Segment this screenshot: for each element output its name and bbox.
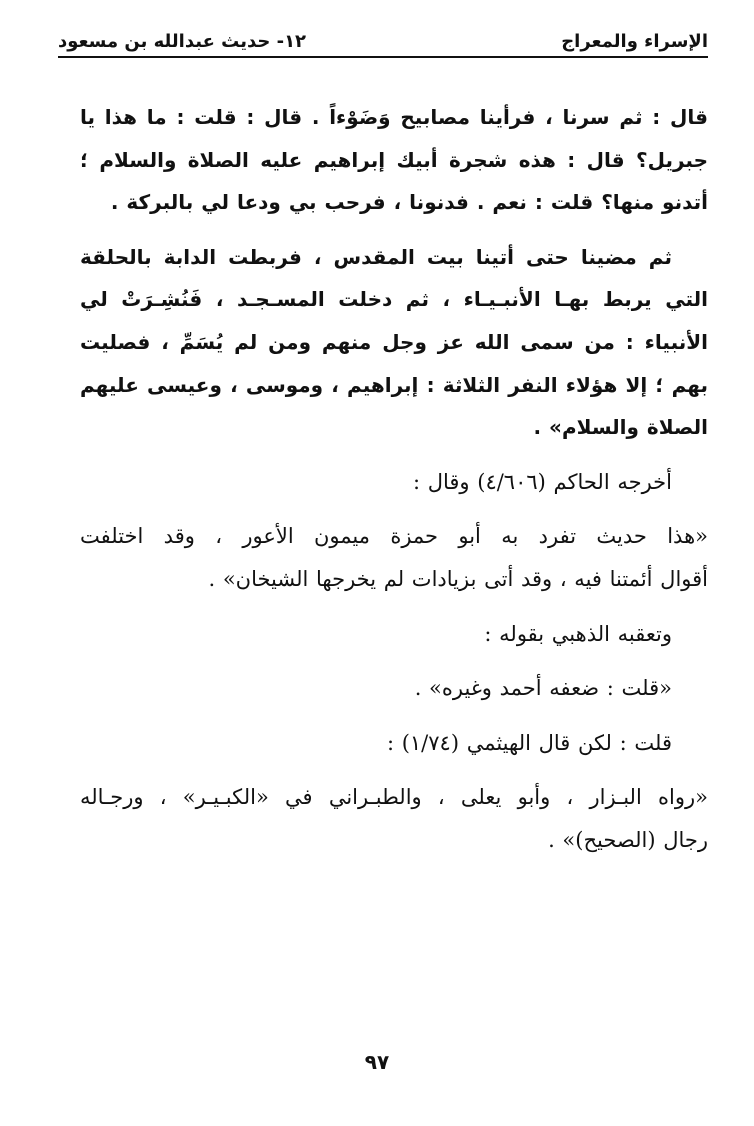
text-line: أقوال أئمتنا فيه ، وقد أتى بزيادات لم يخرجها الشيخان» . [208, 566, 708, 591]
text-line: جبريل؟ قال : هذه شجرة أبيك إبراهيم عليه الصلاة والسلام ؛ [80, 147, 708, 172]
page-number: ٩٧ [364, 1050, 390, 1074]
header-chapter-title: الإسراء والمعراج [561, 31, 708, 52]
running-header [58, 18, 708, 52]
text-line: بهم ؛ إلا هؤلاء النفر الثلاثة : إبراهيم ، وموسى ، وعيسى عليهم [80, 372, 708, 397]
paragraph [80, 776, 708, 861]
page-body [80, 96, 708, 874]
text-line: «هذا حديث تفرد به أبو حمزة ميمون الأعور ، وقد اختلفت [80, 524, 708, 549]
text-line: رجال (الصحيح)» . [548, 827, 708, 852]
header-section-title: ١٢- حديث عبدالله بن مسعود [58, 31, 307, 52]
paragraph [80, 96, 708, 224]
paragraph [80, 236, 708, 449]
text-line: قال : ثم سرنا ، فرأينا مصابيح وَضَوْءاً . قال : قلت : ما هذا يا [80, 105, 708, 129]
text-line: الصلاة والسلام» . [533, 415, 708, 440]
paragraph [80, 613, 708, 656]
paragraph [80, 722, 708, 765]
text-line: أتدنو منها؟ قلت : نعم . فدنونا ، فرحب بي ودعا لي بالبركة . [110, 190, 708, 215]
text-line: «رواه البـزار ، وأبو يعلى ، والطبـراني في «الكبـيـر» ، ورجـاله [80, 785, 708, 810]
header-divider [58, 56, 708, 58]
text-line: ثم مضينا حتى أتينا بيت المقدس ، فربطت الدابة بالحلقة [80, 244, 672, 269]
paragraph [80, 515, 708, 600]
paragraph [80, 667, 708, 710]
paragraph [80, 461, 708, 504]
text-line: أخرجه الحاكم (٤/٦٠٦) وقال : [412, 469, 672, 494]
text-line: وتعقبه الذهبي بقوله : [484, 621, 672, 646]
text-line: «قلت : ضعفه أحمد وغيره» . [414, 676, 672, 701]
text-line: التي يربط بهـا الأنبـيـاء ، ثم دخلت المسـجـد ، فَنُشِـرَتْ لي [80, 287, 708, 312]
text-line: الأنبياء : من سمى الله عز وجل منهم ومن لم يُسَمِّ ، فصليت [80, 329, 708, 354]
text-line: قلت : لكن قال الهيثمي (١/٧٤) : [386, 730, 672, 755]
